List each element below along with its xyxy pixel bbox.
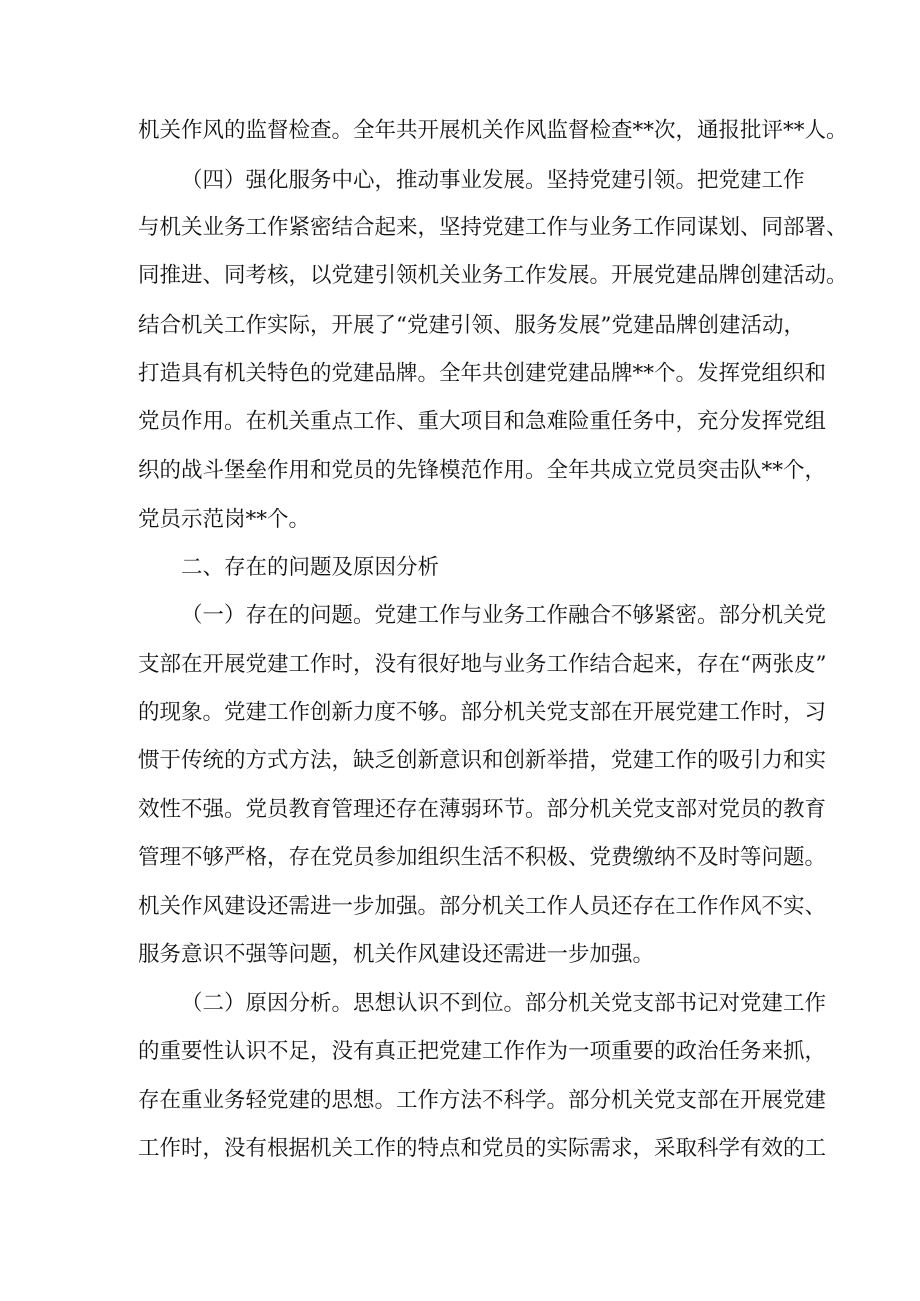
text-line: 的现象。党建工作创新力度不够。部分机关党支部在开展党建工作时，习 (138, 700, 827, 725)
text-line: 打造具有机关特色的党建品牌。全年共创建党建品牌**个。发挥党组织和 (138, 361, 827, 386)
text-line: 党员作用。在机关重点工作、重大项目和急难险重任务中，充分发挥党组 (138, 409, 827, 434)
text-line: 支部在开展党建工作时，没有很好地与业务工作结合起来，存在“两张皮” (138, 652, 827, 677)
section-heading: 二、存在的问题及原因分析 (181, 555, 440, 580)
text-line: 存在重业务轻党建的思想。工作方法不科学。部分机关党支部在开展党建 (138, 1088, 827, 1113)
text-line: 管理不够严格，存在党员参加组织生活不积极、党费缴纳不及时等问题。 (138, 845, 827, 870)
text-line: 工作时，没有根据机关工作的特点和党员的实际需求，采取科学有效的工 (138, 1136, 827, 1161)
text-line: 同推进、同考核，以党建引领机关业务工作发展。开展党建品牌创建活动。 (138, 263, 848, 288)
text-line: 的重要性认识不足，没有真正把党建工作作为一项重要的政治任务来抓， (138, 1039, 827, 1064)
text-line: 机关作风的监督检查。全年共开展机关作风监督检查**次，通报批评**人。 (138, 118, 848, 143)
text-line: 惯于传统的方式方法，缺乏创新意识和创新举措，党建工作的吸引力和实 (138, 748, 827, 773)
text-line: 与机关业务工作紧密结合起来，坚持党建工作与业务工作同谋划、同部署、 (138, 215, 848, 240)
text-line: （一）存在的问题。党建工作与业务工作融合不够紧密。部分机关党 (181, 603, 827, 628)
text-line: 服务意识不强等问题，机关作风建设还需进一步加强。 (138, 942, 655, 967)
text-line: （四）强化服务中心，推动事业发展。坚持党建引领。把党建工作 (181, 168, 805, 193)
text-line: 结合机关工作实际，开展了“党建引领、服务发展”党建品牌创建活动， (138, 313, 805, 338)
text-line: （二）原因分析。思想认识不到位。部分机关党支部书记对党建工作 (181, 991, 827, 1016)
text-line: 机关作风建设还需进一步加强。部分机关工作人员还存在工作作风不实、 (138, 894, 827, 919)
text-line: 织的战斗堡垒作用和党员的先锋模范作用。全年共成立党员突击队**个， (138, 458, 827, 483)
text-line: 效性不强。党员教育管理还存在薄弱环节。部分机关党支部对党员的教育 (138, 797, 827, 822)
text-line: 党员示范岗**个。 (138, 507, 311, 532)
